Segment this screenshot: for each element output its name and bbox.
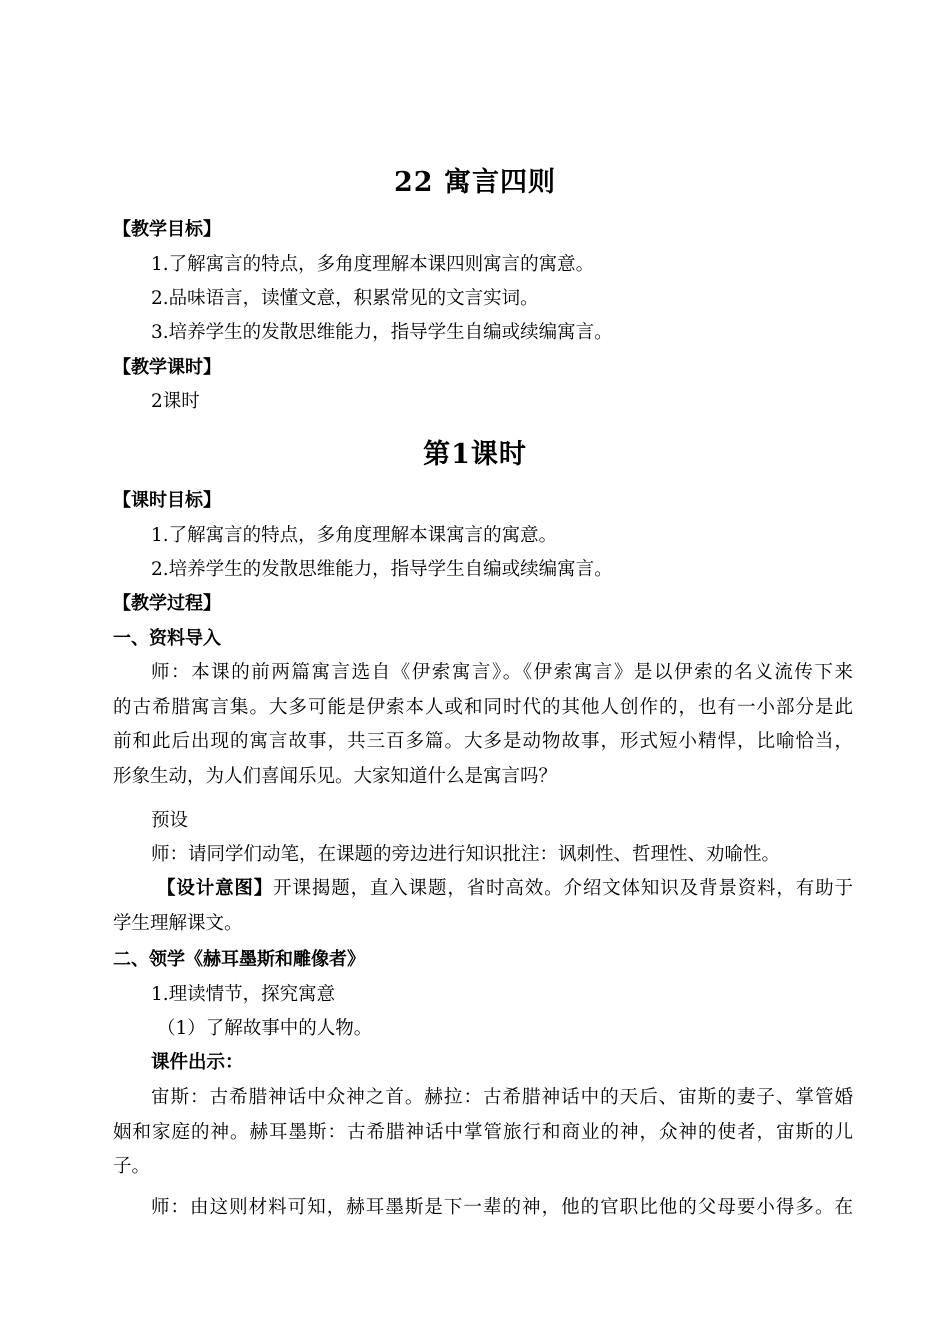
courseware-line: 姻和家庭的神。赫耳墨斯：古希腊神话中掌管旅行和商业的神，众神的使者，宙斯的儿 xyxy=(113,1122,853,1143)
courseware-line: 宙斯：古希腊神话中众神之首。赫拉：古希腊神话中的天后、宙斯的妻子、掌管婚 xyxy=(151,1087,853,1108)
design-intent-text: 开课揭题，直入课题，省时高效。介绍文体知识及背景资料，有助于 xyxy=(273,878,853,899)
section1-heading: 一、资料导入 xyxy=(113,628,221,649)
design-intent-line xyxy=(157,876,853,902)
paragraph-line: 形象生动，为人们喜闻乐见。大家知道什么是寓言吗？ xyxy=(113,766,558,787)
section2-heading: 二、领学《赫耳墨斯和雕像者》 xyxy=(113,949,365,970)
hours-heading: 【教学课时】 xyxy=(113,357,221,378)
lesson-title: 22 寓言四则 xyxy=(394,167,556,198)
paragraph-line: 前和此后出现的寓言故事，共三百多篇。大多是动物故事，形式短小精悍，比喻恰当， xyxy=(113,731,853,752)
paragraph-line: 师：本课的前两篇寓言选自《伊索寓言》。《伊索寓言》是以伊索的名义流传下来 xyxy=(151,662,853,683)
objectives-heading: 【教学目标】 xyxy=(113,219,221,240)
process-heading: 【教学过程】 xyxy=(113,593,221,614)
design-intent-label: 【设计意图】 xyxy=(157,878,274,899)
lesson-objective-item: 2.培养学生的发散思维能力，指导学生自编或续编寓言。 xyxy=(151,559,613,580)
annotate-instruction: 师：请同学们动笔，在课题的旁边进行知识批注：讽刺性、哲理性、劝喻性。 xyxy=(151,844,781,865)
paragraph-line: 的古希腊寓言集。大多可能是伊索本人或和同时代的其他人创作的，也有一小部分是此 xyxy=(113,697,853,718)
design-intent-line: 学生理解课文。 xyxy=(113,913,243,934)
paragraph-line: 师：由这则材料可知，赫耳墨斯是下一辈的神，他的官职比他的父母要小得多。在 xyxy=(151,1197,853,1218)
objective-item: 1.了解寓言的特点，多角度理解本课四则寓言的寓意。 xyxy=(151,254,595,275)
lesson1-title: 第1课时 xyxy=(423,439,527,470)
lesson-objectives-heading: 【课时目标】 xyxy=(113,490,221,511)
preset-label: 预设 xyxy=(151,810,189,831)
step-heading: 1.理读情节，探究寓意 xyxy=(151,984,336,1005)
courseware-label: 课件出示： xyxy=(151,1052,244,1073)
hours-value: 2课时 xyxy=(151,391,200,412)
step-sub-item: （1）了解故事中的人物。 xyxy=(157,1018,373,1039)
objective-item: 3.培养学生的发散思维能力，指导学生自编或续编寓言。 xyxy=(151,322,613,343)
courseware-line: 子。 xyxy=(113,1156,151,1177)
lesson-objective-item: 1.了解寓言的特点，多角度理解本课寓言的寓意。 xyxy=(151,525,558,546)
objective-item: 2.品味语言，读懂文意，积累常见的文言实词。 xyxy=(151,288,539,309)
